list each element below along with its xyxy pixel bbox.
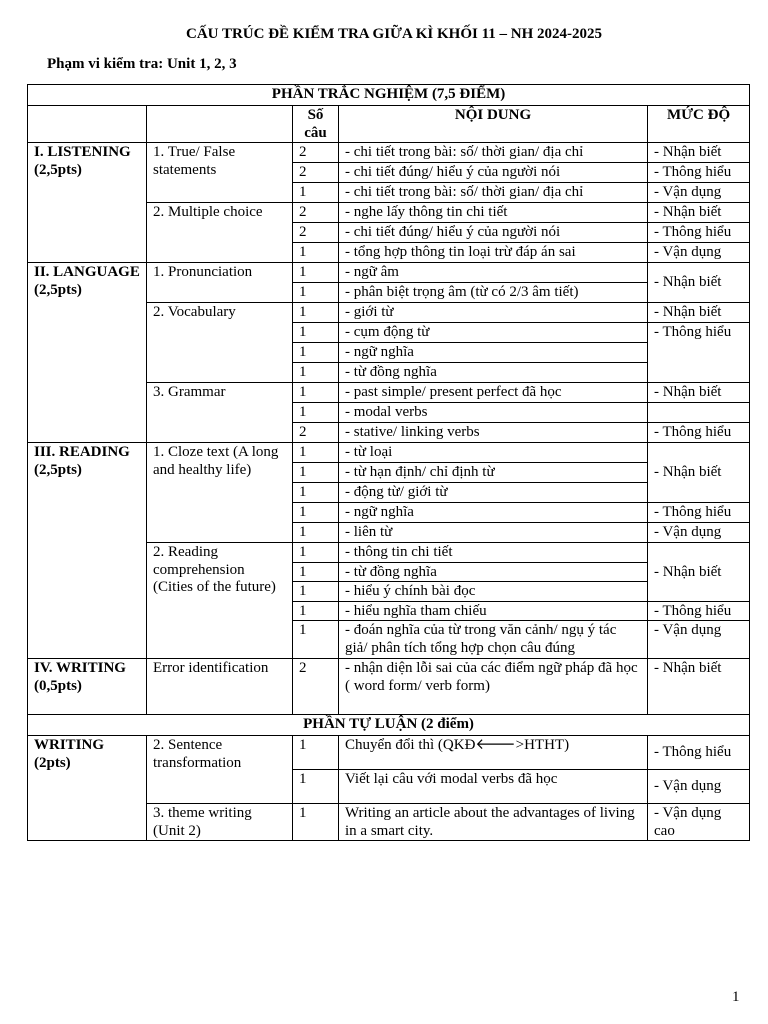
col-so-cau: Số câu	[293, 106, 339, 143]
level-cell: - Thông hiểu	[648, 736, 750, 770]
level-cell: - Nhận biết	[648, 543, 750, 602]
level-cell: - Thông hiểu	[648, 503, 750, 523]
exam-scope: Phạm vi kiểm tra: Unit 1, 2, 3	[47, 56, 237, 72]
content-cell: Writing an article about the advantages of living in a smart city.	[339, 804, 648, 841]
question-count: 2	[293, 163, 339, 183]
section-writing-mc: IV. WRITING (0,5pts)	[28, 659, 147, 715]
level-cell: - Nhận biết	[648, 443, 750, 503]
question-count: 1	[293, 601, 339, 621]
content-cell: - từ loại	[339, 443, 648, 463]
table-row	[28, 659, 750, 715]
content-cell: - stative/ linking verbs	[339, 423, 648, 443]
content-cell: - ngữ âm	[339, 263, 648, 283]
column-header-row	[28, 106, 750, 143]
part-label: 2. Reading comprehension (Cities of the future)	[147, 543, 293, 659]
question-count: 2	[293, 659, 339, 715]
content-cell: - chi tiết trong bài: số/ thời gian/ địa chỉ	[339, 143, 648, 163]
section-header-row	[28, 85, 750, 106]
content-cell: - từ hạn định/ chỉ định từ	[339, 463, 648, 483]
content-cell: - động từ/ giới từ	[339, 483, 648, 503]
content-cell: - giới từ	[339, 303, 648, 323]
question-count: 1	[293, 736, 339, 770]
question-count: 1	[293, 363, 339, 383]
level-cell: - Nhận biết	[648, 143, 750, 163]
content-cell: - nghe lấy thông tin chi tiết	[339, 203, 648, 223]
col-muc-do: MỨC ĐỘ	[648, 106, 750, 143]
question-count: 1	[293, 463, 339, 483]
question-count: 1	[293, 562, 339, 582]
page-number: 1	[732, 989, 740, 1005]
question-count: 1	[293, 770, 339, 804]
question-count: 1	[293, 243, 339, 263]
level-cell: - Nhận biết	[648, 659, 750, 715]
question-count: 1	[293, 343, 339, 363]
question-count: 1	[293, 503, 339, 523]
content-cell: - past simple/ present perfect đã học	[339, 383, 648, 403]
level-cell	[648, 403, 750, 423]
question-count: 1	[293, 303, 339, 323]
section1-header: PHẦN TRẮC NGHIỆM (7,5 ĐIỂM)	[28, 85, 750, 106]
question-count: 2	[293, 203, 339, 223]
level-cell: - Nhận biết	[648, 203, 750, 223]
content-cell: - tổng hợp thông tin loại trừ đáp án sai	[339, 243, 648, 263]
question-count: 1	[293, 483, 339, 503]
content-cell: - hiểu nghĩa tham chiếu	[339, 601, 648, 621]
content-cell: - nhận diện lỗi sai của các điểm ngữ pháp đã học ( word form/ verb form)	[339, 659, 648, 715]
part-label: 2. Multiple choice	[147, 203, 293, 263]
level-cell: - Vận dụng	[648, 770, 750, 804]
empty-header-cell	[28, 106, 147, 143]
level-cell: - Vận dụng cao	[648, 804, 750, 841]
content-cell: - chi tiết đúng/ hiểu ý của người nói	[339, 223, 648, 243]
level-cell: - Vận dụng	[648, 523, 750, 543]
level-cell: - Thông hiểu	[648, 423, 750, 443]
exam-structure-table	[27, 84, 750, 841]
part-label: 3. Grammar	[147, 383, 293, 443]
empty-header-cell	[147, 106, 293, 143]
part-label: 3. theme writing (Unit 2)	[147, 804, 293, 841]
question-count: 1	[293, 443, 339, 463]
content-cell: - phân biệt trọng âm (từ có 2/3 âm tiết)	[339, 283, 648, 303]
level-cell: - Nhận biết	[648, 303, 750, 323]
level-cell: - Thông hiểu	[648, 601, 750, 621]
part-label: 2. Vocabulary	[147, 303, 293, 383]
content-cell: - ngữ nghĩa	[339, 503, 648, 523]
question-count: 1	[293, 183, 339, 203]
part-label: 1. Pronunciation	[147, 263, 293, 303]
section-listening: I. LISTENING (2,5pts)	[28, 143, 147, 263]
table-row	[28, 443, 750, 463]
level-cell: - Thông hiểu	[648, 223, 750, 243]
level-cell: - Nhận biết	[648, 383, 750, 403]
document-title: CẤU TRÚC ĐỀ KIỂM TRA GIỮA KÌ KHỐI 11 – NH 2024-2025	[185, 26, 602, 42]
question-count: 1	[293, 543, 339, 563]
content-cell: - liên từ	[339, 523, 648, 543]
level-cell: - Nhận biết	[648, 263, 750, 303]
content-cell: - modal verbs	[339, 403, 648, 423]
content-cell: - đoán nghĩa của từ trong văn cảnh/ ngụ ý tác giả/ phân tích tổng hợp chọn câu đúng	[339, 621, 648, 659]
section-header-row	[28, 715, 750, 736]
part-label: 1. True/ False statements	[147, 143, 293, 203]
col-noi-dung: NỘI DUNG	[339, 106, 648, 143]
table-row	[28, 143, 750, 163]
question-count: 1	[293, 263, 339, 283]
question-count: 2	[293, 223, 339, 243]
question-count: 1	[293, 523, 339, 543]
content-cell: - chi tiết đúng/ hiểu ý của người nói	[339, 163, 648, 183]
question-count: 2	[293, 423, 339, 443]
content-cell: - từ đồng nghĩa	[339, 562, 648, 582]
content-cell: - chi tiết trong bài: số/ thời gian/ địa chỉ	[339, 183, 648, 203]
content-cell: Viết lại câu với modal verbs đã học	[339, 770, 648, 804]
content-cell: - từ đồng nghĩa	[339, 363, 648, 383]
part-label: 2. Sentence transformation	[147, 736, 293, 804]
question-count: 2	[293, 143, 339, 163]
content-cell: - ngữ nghĩa	[339, 343, 648, 363]
section-writing: WRITING (2pts)	[28, 736, 147, 841]
section-language: II. LANGUAGE (2,5pts)	[28, 263, 147, 443]
level-cell: - Vận dụng	[648, 183, 750, 203]
section2-header: PHẦN TỰ LUẬN (2 điểm)	[28, 715, 750, 736]
table-row	[28, 736, 750, 770]
question-count: 1	[293, 582, 339, 602]
content-cell: Chuyển đổi thì (QKĐ🡐>HTHT)	[339, 736, 648, 770]
section-reading: III. READING (2,5pts)	[28, 443, 147, 659]
level-cell: - Thông hiểu	[648, 323, 750, 383]
level-cell: - Vận dụng	[648, 243, 750, 263]
part-label: 1. Cloze text (A long and healthy life)	[147, 443, 293, 543]
question-count: 1	[293, 283, 339, 303]
content-cell: - cụm động từ	[339, 323, 648, 343]
content-cell: - thông tin chi tiết	[339, 543, 648, 563]
table-row	[28, 263, 750, 283]
level-cell: - Thông hiểu	[648, 163, 750, 183]
question-count: 1	[293, 323, 339, 343]
question-count: 1	[293, 403, 339, 423]
level-cell: - Vận dụng	[648, 621, 750, 659]
part-label: Error identification	[147, 659, 293, 715]
question-count: 1	[293, 383, 339, 403]
question-count: 1	[293, 621, 339, 659]
question-count: 1	[293, 804, 339, 841]
content-cell: - hiểu ý chính bài đọc	[339, 582, 648, 602]
